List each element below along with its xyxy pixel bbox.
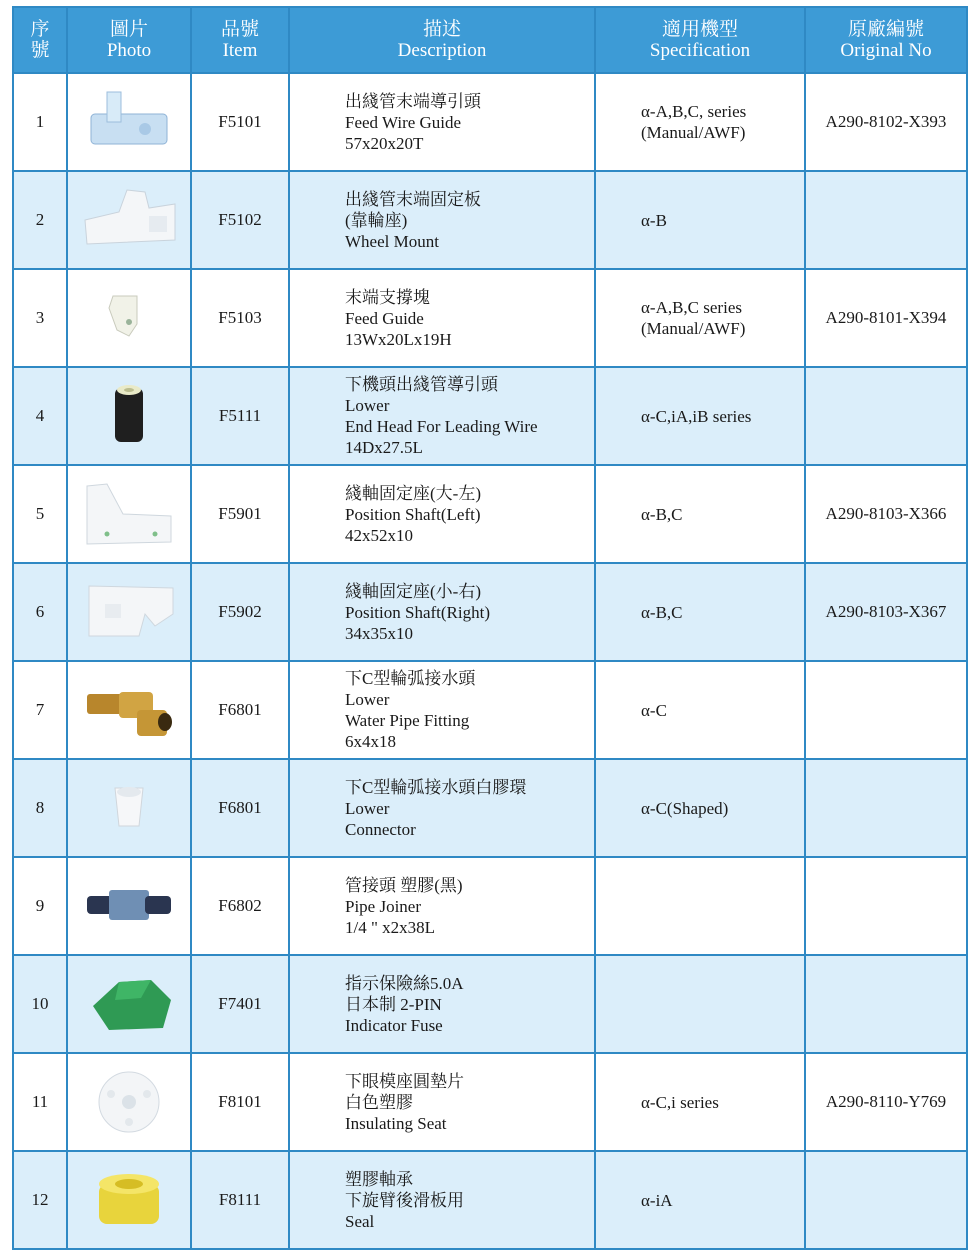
brass-elbow-fitting-icon — [79, 672, 179, 748]
specification-cell — [595, 73, 805, 171]
photo-cell — [67, 465, 191, 563]
item-code: F5103 — [191, 269, 289, 367]
description-line: Lower — [345, 798, 390, 818]
row-number: 2 — [13, 171, 67, 269]
original-number: A290-8103-X366 — [805, 465, 967, 563]
description-cell — [289, 367, 595, 465]
description-line: Feed Wire Guide — [345, 112, 462, 132]
description-line: Insulating Seat — [345, 1113, 447, 1133]
item-code: F5101 — [191, 73, 289, 171]
description-line: End Head For Leading Wire — [345, 417, 538, 436]
white-shaft-block-left-icon — [79, 476, 179, 552]
specification-line: α-iA — [641, 1190, 673, 1210]
description-line: Lower — [345, 690, 390, 709]
description-cell — [289, 171, 595, 269]
specification-cell — [595, 759, 805, 857]
description-line: 下旋臂後滑板用 — [345, 1190, 464, 1210]
specification-line: α-B — [641, 210, 667, 230]
description-line: 白色塑膠 — [345, 1092, 413, 1112]
description-cell — [289, 1151, 595, 1249]
row-number: 3 — [13, 269, 67, 367]
description-line: Connector — [345, 819, 416, 839]
item-code: F5102 — [191, 171, 289, 269]
description-line: Wheel Mount — [345, 231, 439, 251]
row-number: 6 — [13, 563, 67, 661]
description-line: 13Wx20Lx19H — [345, 329, 452, 349]
specification-cell — [595, 171, 805, 269]
description-cell — [289, 857, 595, 955]
row-number: 7 — [13, 661, 67, 759]
item-code: F7401 — [191, 955, 289, 1053]
description-line: Feed Guide — [345, 308, 424, 328]
description-cell — [289, 1053, 595, 1151]
header-description: 描述 Description — [289, 7, 595, 73]
pipe-joiner-icon — [79, 868, 179, 944]
specification-cell — [595, 955, 805, 1053]
photo-cell — [67, 955, 191, 1053]
white-ring-connector-icon — [79, 770, 179, 846]
photo-cell — [67, 269, 191, 367]
table-row — [13, 1053, 967, 1151]
photo-cell — [67, 1053, 191, 1151]
description-line: 出綫管末端導引頭 — [345, 91, 481, 111]
photo-cell — [67, 857, 191, 955]
original-number: A290-8101-X394 — [805, 269, 967, 367]
specification-line: (Manual/AWF) — [641, 319, 746, 338]
row-number: 11 — [13, 1053, 67, 1151]
table-row — [13, 269, 967, 367]
item-code: F8111 — [191, 1151, 289, 1249]
description-line: Water Pipe Fitting — [345, 711, 470, 730]
description-cell — [289, 563, 595, 661]
original-number — [805, 1151, 967, 1249]
original-number — [805, 857, 967, 955]
row-number: 8 — [13, 759, 67, 857]
description-line: Seal — [345, 1211, 375, 1231]
table-row — [13, 367, 967, 465]
specification-cell — [595, 857, 805, 955]
photo-cell — [67, 661, 191, 759]
row-number: 12 — [13, 1151, 67, 1249]
description-line: 指示保險絲5.0A — [345, 973, 464, 993]
specification-line: α-C(Shaped) — [641, 798, 729, 818]
specification-line: α-A,B,C, series — [641, 102, 747, 121]
header-original-no: 原廠編號 Original No — [805, 7, 967, 73]
description-cell — [289, 73, 595, 171]
specification-cell — [595, 661, 805, 759]
description-line: Position Shaft(Left) — [345, 504, 481, 524]
table-row — [13, 563, 967, 661]
specification-cell — [595, 1053, 805, 1151]
description-line: 綫軸固定座(小-右) — [345, 581, 481, 601]
item-code: F8101 — [191, 1053, 289, 1151]
header-specification: 適用機型 Specification — [595, 7, 805, 73]
original-number — [805, 367, 967, 465]
table-row — [13, 661, 967, 759]
description-line: 下C型輪弧接水頭白膠環 — [345, 777, 527, 797]
specification-line: α-B,C — [641, 504, 683, 524]
specification-line: (Manual/AWF) — [641, 123, 746, 142]
table-row — [13, 465, 967, 563]
original-number: A290-8103-X367 — [805, 563, 967, 661]
specification-line: α-C,i series — [641, 1092, 719, 1112]
photo-cell — [67, 759, 191, 857]
white-mount-plate-icon — [79, 182, 179, 258]
green-fuse-icon — [79, 966, 179, 1042]
specification-line: α-C,iA,iB series — [641, 406, 752, 426]
specification-cell — [595, 367, 805, 465]
description-line: 1/4 " x2x38L — [345, 917, 436, 937]
original-number — [805, 759, 967, 857]
specification-cell — [595, 269, 805, 367]
header-no: 序 號 — [13, 7, 67, 73]
white-bracket-icon — [79, 280, 179, 356]
item-code: F5901 — [191, 465, 289, 563]
specification-cell — [595, 563, 805, 661]
description-line: Lower — [345, 396, 390, 415]
photo-cell — [67, 1151, 191, 1249]
row-number: 9 — [13, 857, 67, 955]
description-line: 57x20x20T — [345, 133, 424, 153]
description-line: 42x52x10 — [345, 525, 413, 545]
table-row — [13, 759, 967, 857]
original-number — [805, 171, 967, 269]
row-number: 5 — [13, 465, 67, 563]
item-code: F5111 — [191, 367, 289, 465]
row-number: 4 — [13, 367, 67, 465]
clear-guide-block-icon — [79, 84, 179, 160]
original-number — [805, 661, 967, 759]
parts-table — [12, 6, 968, 1250]
original-number: A290-8102-X393 — [805, 73, 967, 171]
photo-cell — [67, 73, 191, 171]
photo-cell — [67, 171, 191, 269]
table-row — [13, 1151, 967, 1249]
description-line: 管接頭 塑膠(黑) — [345, 875, 463, 895]
specification-cell — [595, 1151, 805, 1249]
description-line: 下C型輪弧接水頭 — [345, 669, 476, 688]
description-line: 下機頭出綫管導引頭 — [345, 375, 498, 394]
specification-cell — [595, 465, 805, 563]
black-cylinder-icon — [79, 378, 179, 454]
photo-cell — [67, 563, 191, 661]
header-photo: 圖片 Photo — [67, 7, 191, 73]
description-line: 末端支撐塊 — [345, 287, 430, 307]
row-number: 10 — [13, 955, 67, 1053]
description-line: Indicator Fuse — [345, 1015, 443, 1035]
description-line: 綫軸固定座(大-左) — [345, 483, 481, 503]
header-row — [13, 7, 967, 73]
item-code: F6802 — [191, 857, 289, 955]
description-cell — [289, 955, 595, 1053]
description-line: 14Dx27.5L — [345, 438, 423, 457]
description-line: 下眼模座圓墊片 — [345, 1071, 464, 1091]
description-line: 出綫管末端固定板 — [345, 189, 481, 209]
table-row — [13, 955, 967, 1053]
white-shaft-block-right-icon — [79, 574, 179, 650]
table-row — [13, 171, 967, 269]
specification-line: α-C — [641, 700, 667, 720]
item-code: F6801 — [191, 661, 289, 759]
table-row — [13, 857, 967, 955]
description-cell — [289, 269, 595, 367]
description-cell — [289, 465, 595, 563]
description-line: (靠輪座) — [345, 210, 408, 230]
round-washer-icon — [79, 1064, 179, 1140]
description-line: Position Shaft(Right) — [345, 602, 490, 622]
header-item: 品號 Item — [191, 7, 289, 73]
original-number — [805, 955, 967, 1053]
description-line: 塑膠軸承 — [345, 1169, 413, 1189]
item-code: F6801 — [191, 759, 289, 857]
row-number: 1 — [13, 73, 67, 171]
item-code: F5902 — [191, 563, 289, 661]
description-line: Pipe Joiner — [345, 896, 422, 916]
description-line: 6x4x18 — [345, 732, 396, 751]
description-cell — [289, 661, 595, 759]
yellow-bushing-icon — [79, 1162, 179, 1238]
table-row — [13, 73, 967, 171]
specification-line: α-B,C — [641, 602, 683, 622]
description-line: 日本制 2-PIN — [345, 994, 442, 1014]
photo-cell — [67, 367, 191, 465]
original-number: A290-8110-Y769 — [805, 1053, 967, 1151]
description-cell — [289, 759, 595, 857]
description-line: 34x35x10 — [345, 623, 413, 643]
specification-line: α-A,B,C series — [641, 298, 742, 317]
